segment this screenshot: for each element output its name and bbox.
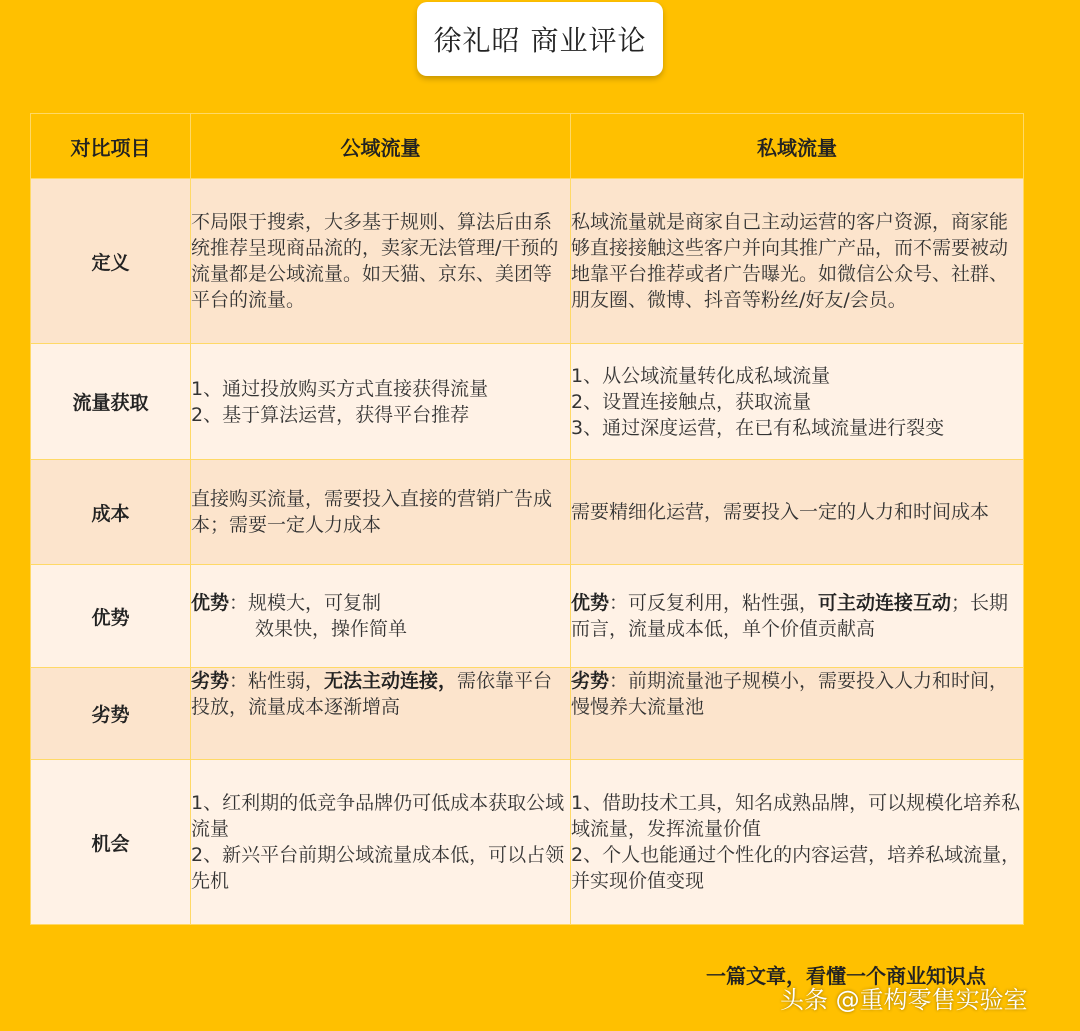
list-item: 1、从公域流量转化成私域流量 bbox=[571, 364, 831, 387]
public-cell bbox=[191, 760, 571, 925]
bold-prefix: 劣势 bbox=[191, 670, 230, 692]
list-item: 1、借助技术工具，知名成熟品牌，可以规模化培养私域流量，发挥流量价值 bbox=[571, 792, 1021, 840]
public-cell bbox=[191, 344, 571, 460]
table-row-cost bbox=[31, 460, 1024, 565]
watermark: 头条 @重构零售实验室 bbox=[780, 986, 1028, 1014]
private-cell bbox=[571, 760, 1024, 925]
list-item: 2、新兴平台前期公域流量成本低，可以占领先机 bbox=[191, 844, 565, 892]
bold-emphasis: 可主动连接互动 bbox=[818, 592, 952, 614]
public-cell: 不局限于搜索，大多基于规则、算法后由系统推荐呈现商品流的，卖家无法管理/干预的流量都是公域流量。如天猫、京东、美团等平台的流量。 bbox=[191, 179, 571, 344]
private-cell bbox=[571, 344, 1024, 460]
list-item: 1、红利期的低竞争品牌仍可低成本获取公域流量 bbox=[191, 792, 565, 840]
bold-prefix: 劣势 bbox=[571, 670, 610, 692]
table-row-acquisition bbox=[31, 344, 1024, 460]
public-cell: 直接购买流量，需要投入直接的营销广告成本；需要一定人力成本 bbox=[191, 460, 571, 565]
page-title: 徐礼昭 商业评论 bbox=[417, 2, 663, 76]
bold-emphasis: 无法主动连接， bbox=[324, 670, 458, 692]
public-cell bbox=[191, 668, 571, 760]
row-label: 成本 bbox=[31, 460, 191, 565]
text: 需依靠平台投放，流量成本逐渐增高 bbox=[191, 670, 553, 718]
bold-prefix: 优势 bbox=[191, 592, 230, 614]
table-row-disadvantage bbox=[31, 668, 1024, 760]
list-item: 2、个人也能通过个性化的内容运营，培养私域流量，并实现价值变现 bbox=[571, 844, 1021, 892]
list-item: 1、通过投放购买方式直接获得流量 bbox=[191, 377, 489, 400]
list-item: 2、基于算法运营，获得平台推荐 bbox=[191, 403, 470, 426]
table-row-opportunity bbox=[31, 760, 1024, 925]
table-header-row bbox=[31, 114, 1024, 179]
row-label: 定义 bbox=[31, 179, 191, 344]
private-cell bbox=[571, 668, 1024, 760]
row-label: 劣势 bbox=[31, 668, 191, 760]
bold-prefix: 优势 bbox=[571, 592, 610, 614]
text: ：可反复利用，粘性强， bbox=[609, 592, 819, 614]
private-cell: 需要精细化运营，需要投入一定的人力和时间成本 bbox=[571, 460, 1024, 565]
footer-slogan: 一篇文章，看懂一个商业知识点 bbox=[706, 964, 986, 988]
table-row-definition bbox=[31, 179, 1024, 344]
header-private: 私域流量 bbox=[571, 114, 1024, 179]
private-cell: 私域流量就是商家自己主动运营的客户资源，商家能够直接接触这些客户并向其推广产品，而不需要被动地靠平台推荐或者广告曝光。如微信公众号、社群、朋友圈、微博、抖音等粉丝/好友/会员。 bbox=[571, 179, 1024, 344]
table-row-advantage bbox=[31, 565, 1024, 668]
row-label: 优势 bbox=[31, 565, 191, 668]
public-cell bbox=[191, 565, 571, 668]
text: ：粘性弱， bbox=[229, 670, 325, 692]
row-label: 机会 bbox=[31, 760, 191, 925]
header-public: 公域流量 bbox=[191, 114, 571, 179]
row-label: 流量获取 bbox=[31, 344, 191, 460]
private-cell bbox=[571, 565, 1024, 668]
text: ：前期流量池子规模小，需要投入人力和时间，慢慢养大流量池 bbox=[571, 670, 1009, 718]
text: ；长期而言，流量成本低，单个价值贡献高 bbox=[571, 592, 1009, 640]
list-item: 2、设置连接触点，获取流量 bbox=[571, 390, 812, 413]
text: ：规模大，可复制 bbox=[229, 592, 382, 614]
comparison-table bbox=[30, 113, 1024, 925]
text: 效果快，操作简单 bbox=[255, 618, 408, 640]
header-item: 对比项目 bbox=[31, 114, 191, 179]
list-item: 3、通过深度运营，在已有私域流量进行裂变 bbox=[571, 416, 945, 439]
